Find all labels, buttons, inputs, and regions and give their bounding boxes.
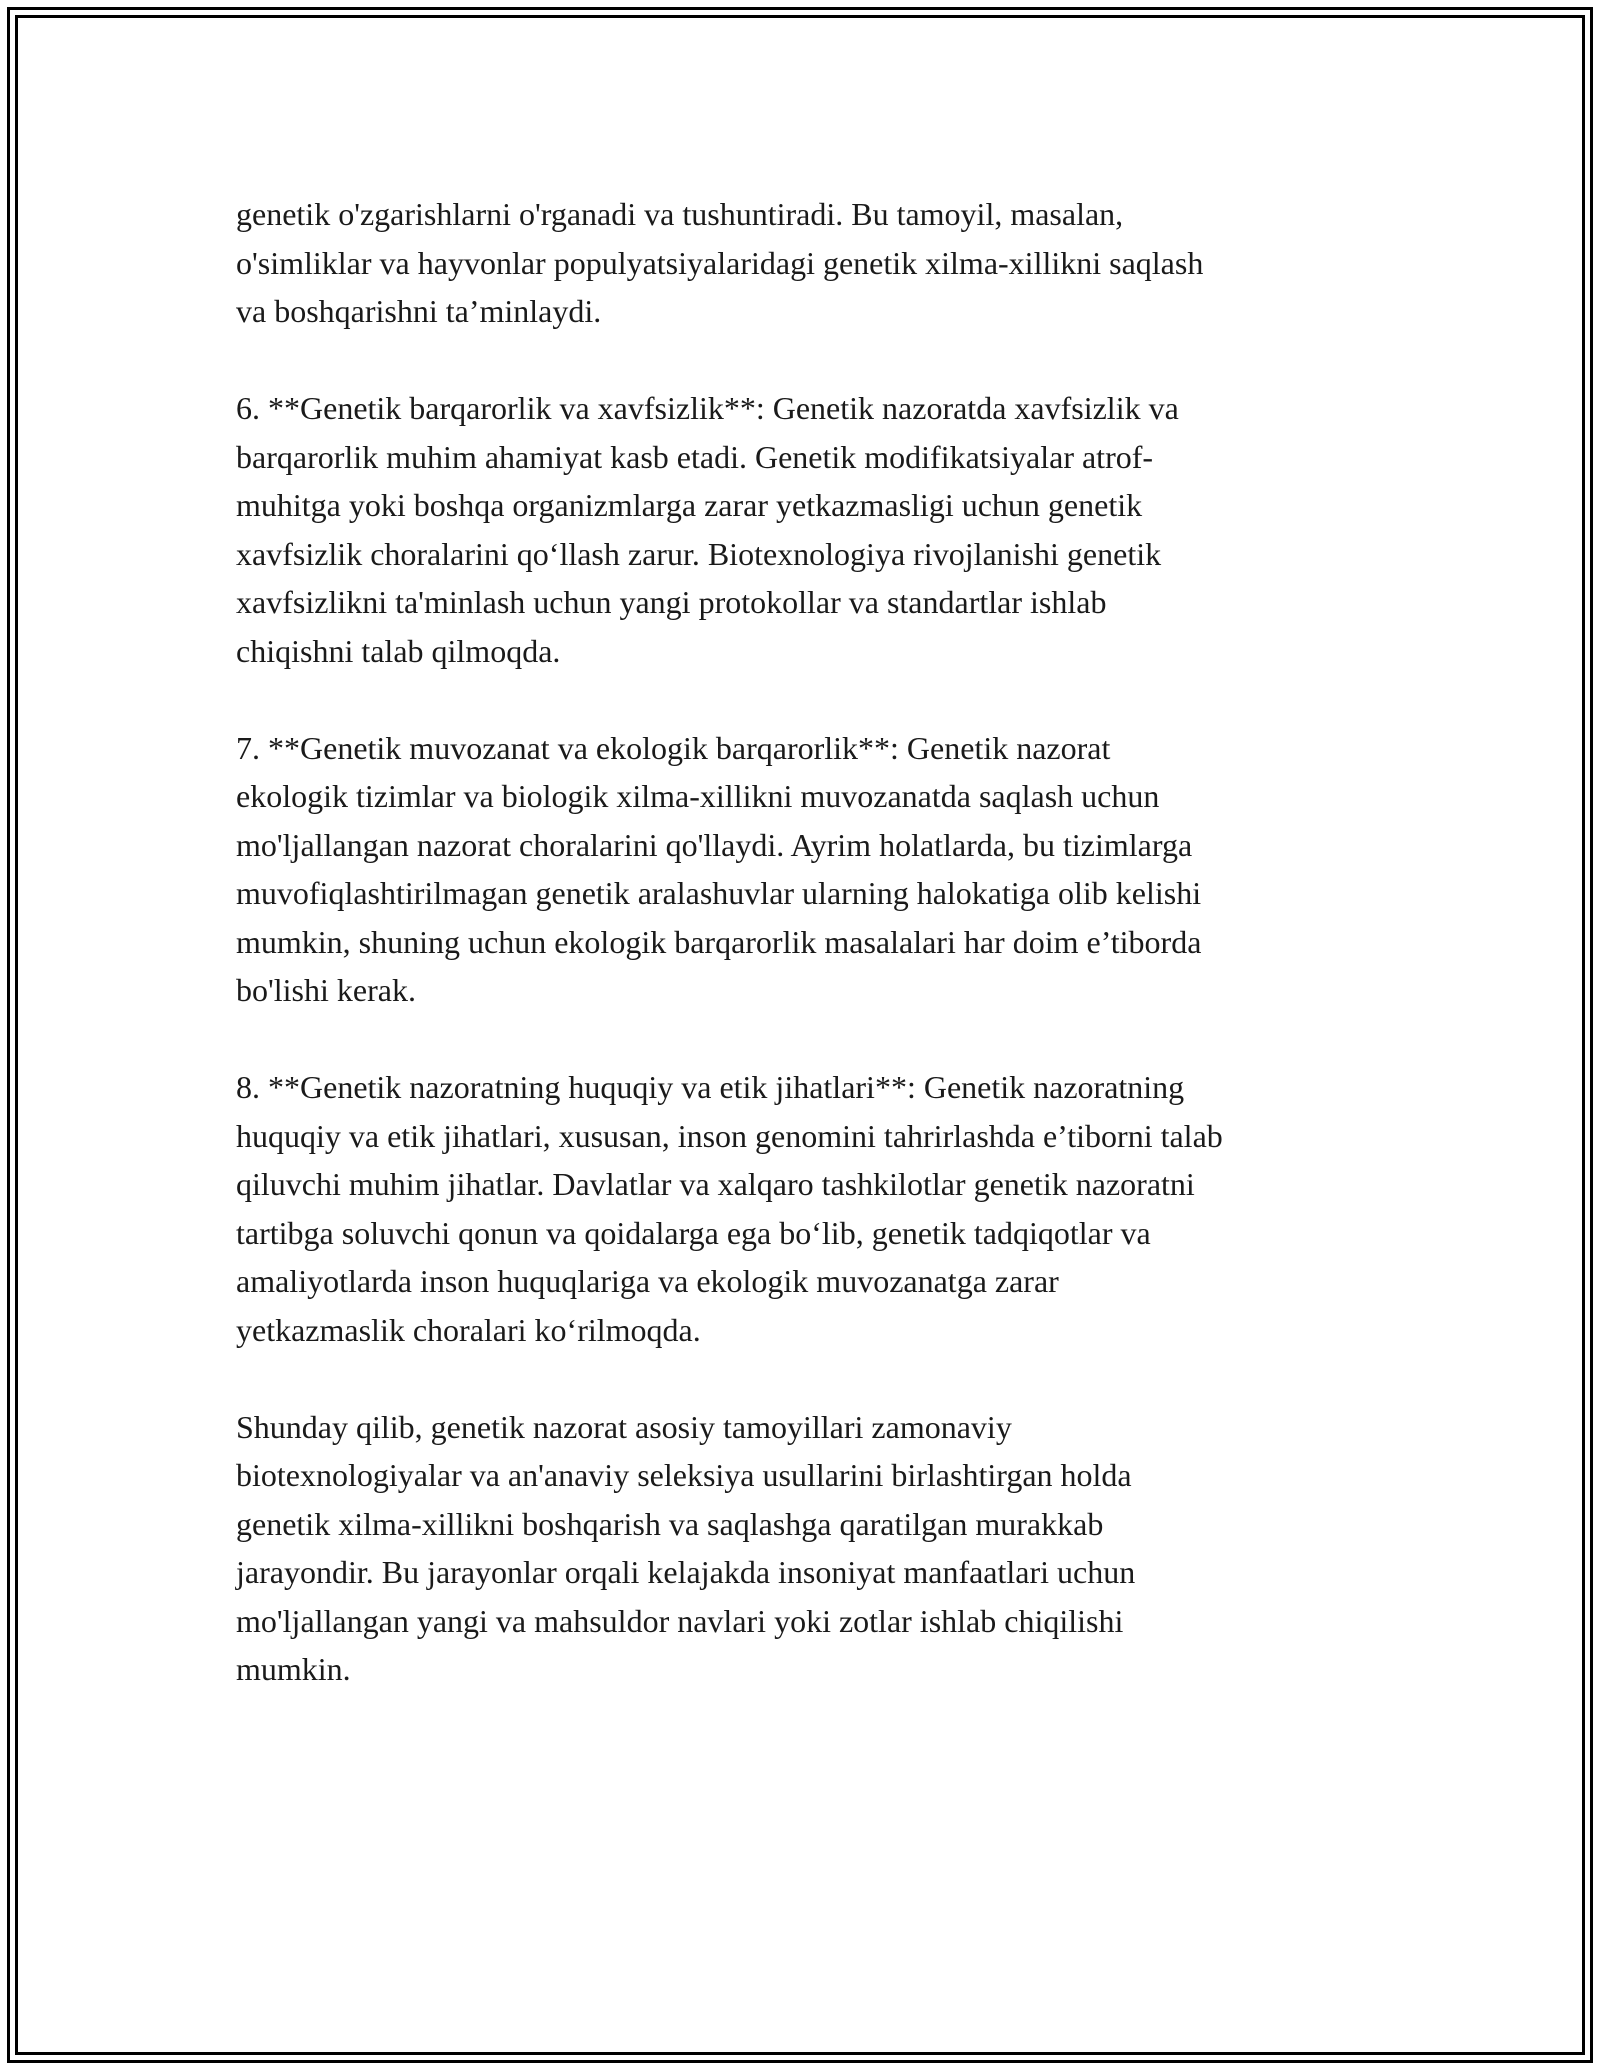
- text-line: huquqiy va etik jihatlari, xususan, inson genomini tahrirlashda e’tiborni talab: [236, 1117, 1223, 1154]
- text-line: genetik o'zgarishlarni o'rganadi va tushuntiradi. Bu tamoyil, masalan,: [236, 196, 1124, 232]
- text-line: mumkin.: [236, 1651, 351, 1687]
- text-line: qiluvchi muhim jihatlar. Davlatlar va xalqaro tashkilotlar genetik nazoratni: [236, 1166, 1195, 1202]
- paragraph-item-7: [236, 724, 1416, 1015]
- text-line: barqarorlik muhim ahamiyat kasb etadi. Genetik modifikatsiyalar atrof-: [236, 438, 1154, 475]
- text-line: biotexnologiyalar va an'anaviy seleksiya usullarini birlashtirgan holda: [236, 1457, 1132, 1493]
- text-line: yetkazmaslik choralari ko‘rilmoqda.: [236, 1311, 701, 1348]
- text-line: ekologik tizimlar va biologik xilma-xillikni muvozanatda saqlash uchun: [236, 778, 1160, 814]
- text-line: bo'lishi kerak.: [236, 972, 416, 1008]
- text-line: o'simliklar va hayvonlar populyatsiyalaridagi genetik xilma-xillikni saqlash: [236, 244, 1204, 281]
- text-line: 6. **Genetik barqarorlik va xavfsizlik**: Genetik nazoratda xavfsizlik va: [236, 390, 1179, 426]
- document-body: [236, 190, 1416, 1742]
- paragraph-item-6: [236, 384, 1416, 675]
- text-line: xavfsizlikni ta'minlash uchun yangi protokollar va standartlar ishlab: [236, 584, 1107, 620]
- text-line: mo'ljallangan nazorat choralarini qo'llaydi. Ayrim holatlarda, bu tizimlarga: [236, 826, 1193, 863]
- text-line: mo'ljallangan yangi va mahsuldor navlari yoki zotlar ishlab chiqilishi: [236, 1602, 1124, 1639]
- text-line: xavfsizlik choralarini qo‘llash zarur. Biotexnologiya rivojlanishi genetik: [236, 535, 1162, 572]
- paragraph-intro-continuation: [236, 190, 1416, 336]
- text-line: amaliyotlarda inson huquqlariga va ekologik muvozanatga zarar: [236, 1263, 1059, 1299]
- paragraph-conclusion: [236, 1403, 1416, 1694]
- text-line: 7. **Genetik muvozanat va ekologik barqarorlik**: Genetik nazorat: [236, 729, 1111, 766]
- text-line: tartibga soluvchi qonun va qoidalarga ega bo‘lib, genetik tadqiqotlar va: [236, 1214, 1151, 1251]
- text-line: genetik xilma-xillikni boshqarish va saqlashga qaratilgan murakkab: [236, 1505, 1104, 1542]
- text-line: va boshqarishni ta’minlaydi.: [236, 293, 602, 329]
- text-line: muhitga yoki boshqa organizmlarga zarar yetkazmasligi uchun genetik: [236, 487, 1143, 523]
- text-line: muvofiqlashtirilmagan genetik aralashuvlar ularning halokatiga olib kelishi: [236, 875, 1202, 911]
- text-line: mumkin, shuning uchun ekologik barqarorlik masalalari har doim e’tiborda: [236, 923, 1202, 960]
- text-line: Shunday qilib, genetik nazorat asosiy tamoyillari zamonaviy: [236, 1408, 1012, 1445]
- paragraph-item-8: [236, 1063, 1416, 1354]
- text-line: chiqishni talab qilmoqda.: [236, 632, 561, 669]
- text-line: 8. **Genetik nazoratning huquqiy va etik jihatlari**: Genetik nazoratning: [236, 1069, 1185, 1105]
- text-line: jarayondir. Bu jarayonlar orqali kelajakda insoniyat manfaatlari uchun: [236, 1554, 1136, 1590]
